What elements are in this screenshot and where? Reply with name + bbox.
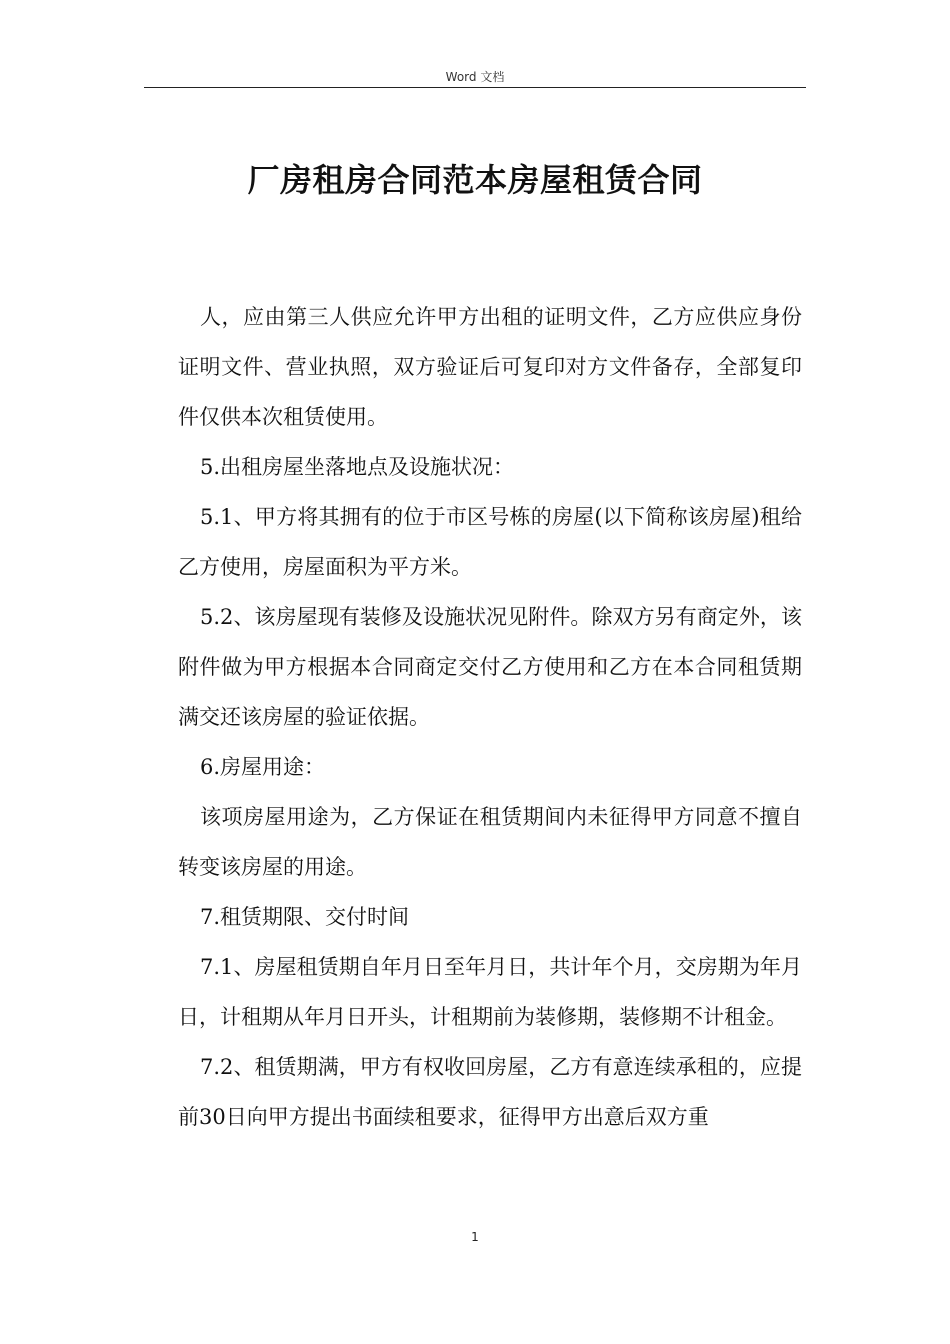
paragraph: 5.1、甲方将其拥有的位于市区号栋的房屋(以下简称该房屋)租给乙方使用，房屋面积为平方米。 — [178, 505, 802, 579]
document-title: 厂房租房合同范本房屋租赁合同 — [247, 161, 703, 199]
header-divider — [144, 87, 806, 88]
paragraph: 5.2、该房屋现有装修及设施状况见附件。除双方另有商定外，该附件做为甲方根据本合同商定交付乙方使用和乙方在本合同租赁期满交还该房屋的验证依据。 — [178, 605, 802, 729]
paragraph: 人，应由第三人供应允许甲方出租的证明文件，乙方应供应身份证明文件、营业执照，双方验证后可复印对方文件备存，全部复印件仅供本次租赁使用。 — [178, 305, 802, 429]
page-header: Word 文档 — [445, 70, 505, 84]
section-heading: 6.房屋用途： — [200, 755, 326, 779]
paragraph: 7.1、房屋租赁期自年月日至年月日，共计年个月，交房期为年月日，计租期从年月日开头，计租期前为装修期，装修期不计租金。 — [178, 955, 802, 1029]
paragraph: 7.2、租赁期满，甲方有权收回房屋，乙方有意连续承租的，应提前30日向甲方提出书面续租要求，征得甲方出意后双方重 — [178, 1055, 802, 1129]
paragraph: 该项房屋用途为，乙方保证在租赁期间内未征得甲方同意不擅自转变该房屋的用途。 — [178, 805, 802, 879]
document-body — [178, 292, 802, 1142]
section-heading: 7.租赁期限、交付时间 — [200, 905, 410, 929]
page-number: 1 — [471, 1230, 479, 1244]
section-heading: 5.出租房屋坐落地点及设施状况： — [200, 455, 515, 479]
